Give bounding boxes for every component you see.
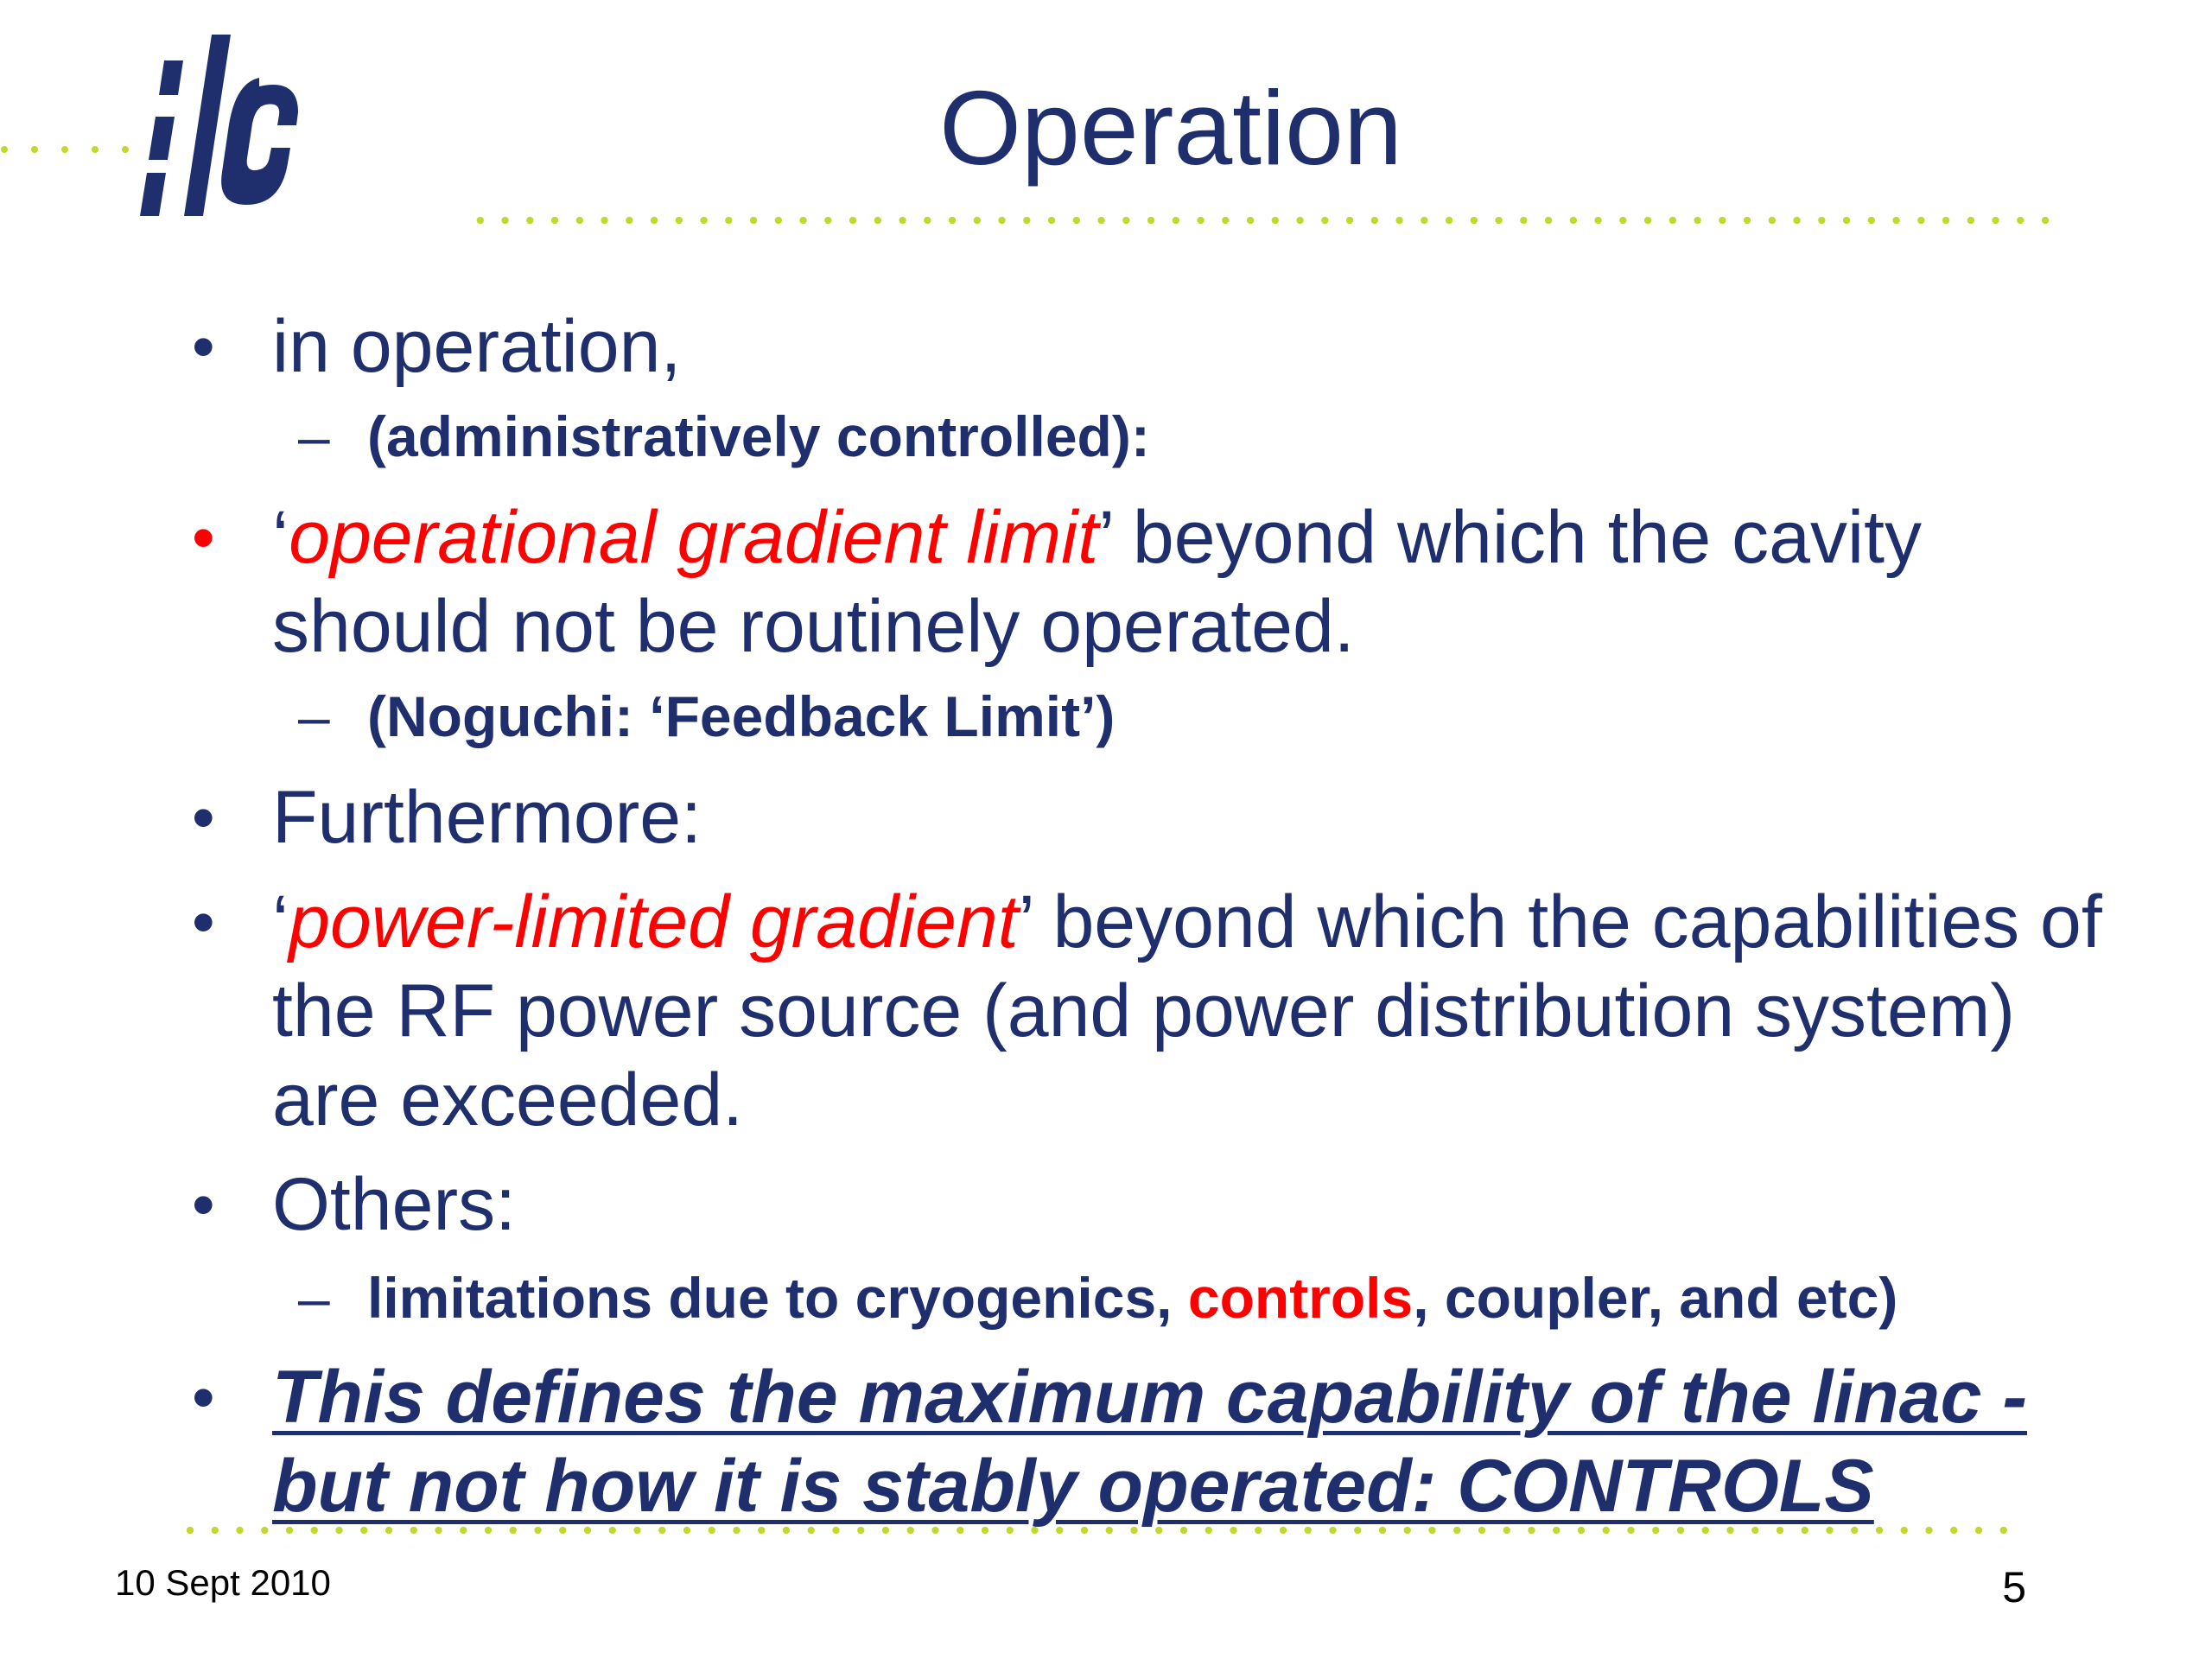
dot (799, 217, 806, 224)
dot (949, 217, 956, 224)
highlight-term: controls (1187, 1266, 1414, 1330)
bullet-item (181, 493, 2126, 671)
dot (1793, 217, 1800, 224)
dot (1147, 217, 1154, 224)
dot (725, 217, 732, 224)
dot (899, 217, 906, 224)
open-quote: ‘ (272, 880, 289, 963)
dot (750, 217, 757, 224)
bullet-glyph: • (192, 781, 215, 855)
dot (1843, 217, 1850, 224)
bullet-glyph: • (192, 310, 215, 384)
bullet-item (181, 302, 2126, 391)
dot (526, 217, 533, 224)
top-dotted-line (311, 216, 2212, 225)
sub-bullet-text: , coupler, and etc) (1413, 1266, 1898, 1330)
dot (1570, 217, 1577, 224)
dot (501, 217, 508, 224)
dash-glyph: – (298, 404, 330, 468)
dot (1073, 217, 1080, 224)
dot (2017, 217, 2024, 224)
dot (1619, 217, 1626, 224)
emphasis-text: This defines the maximum capability of the linac - but not how it is stably operated: CONTROLS (272, 1356, 2027, 1528)
dot (874, 217, 881, 224)
highlight-term: operational gradient limit (289, 496, 1099, 579)
bullet-item (181, 773, 2126, 862)
bullet-text: beyond which the cavity should not be routinely operated. (272, 496, 1922, 668)
dot (651, 217, 658, 224)
bullet-text: beyond which the capabilities of the RF power source (and power distribution system) are exceeded. (272, 880, 2102, 1141)
dot (1272, 217, 1279, 224)
bullet-item (181, 878, 2126, 1145)
bullet-list (181, 302, 2126, 1531)
dot (998, 217, 1005, 224)
slide-title: Operation (939, 69, 1402, 187)
dash-glyph: – (298, 684, 330, 748)
dot (1868, 217, 1875, 224)
dot (1122, 217, 1129, 224)
bullet-item (181, 1160, 2126, 1249)
sub-bullet-text: limitations due to cryogenics, (367, 1266, 1188, 1330)
dot (1321, 217, 1328, 224)
dot (1371, 217, 1378, 224)
dot (1520, 217, 1527, 224)
dot (1669, 217, 1676, 224)
dot (1744, 217, 1751, 224)
bullet-glyph: • (192, 1168, 215, 1242)
highlight-term: power-limited gradient (289, 880, 1019, 963)
close-quote: ’ (1098, 496, 1113, 579)
dot (601, 217, 607, 224)
dot (924, 217, 931, 224)
dot (1942, 217, 1949, 224)
dot (1545, 217, 1552, 224)
dot (1222, 217, 1229, 224)
bullet-text: in operation, (272, 305, 682, 388)
sub-bullet-text: (administratively controlled): (367, 404, 1150, 468)
dot (1471, 217, 1478, 224)
dot (576, 217, 583, 224)
dot (1818, 217, 1825, 224)
dot (1644, 217, 1651, 224)
sub-bullet-item (181, 675, 2126, 758)
dot (775, 217, 782, 224)
footer-date: 10 Sept 2010 (115, 1562, 331, 1603)
dot (1197, 217, 1204, 224)
close-quote: ’ (1018, 880, 1033, 963)
dot (1395, 217, 1402, 224)
dot (974, 217, 981, 224)
dot (1769, 217, 1776, 224)
dot (700, 217, 707, 224)
dot (2042, 217, 2049, 224)
dot (849, 217, 856, 224)
bullet-text: Furthermore: (272, 776, 702, 859)
dot (676, 217, 683, 224)
dot (1719, 217, 1726, 224)
dot (1594, 217, 1601, 224)
dot (1296, 217, 1303, 224)
dot (1097, 217, 1104, 224)
dot (1446, 217, 1452, 224)
sub-bullet-item (181, 1256, 2126, 1339)
dot (1421, 217, 1427, 224)
sub-bullet-item (181, 395, 2126, 478)
dot (1247, 217, 1254, 224)
dot (1495, 217, 1502, 224)
dot (1992, 217, 1999, 224)
dot (1346, 217, 1353, 224)
page-number: 5 (2002, 1563, 2026, 1611)
dot (1023, 217, 1030, 224)
bullet-glyph: • (192, 886, 215, 959)
dash-glyph: – (298, 1266, 330, 1330)
bullet-text: Others: (272, 1163, 516, 1246)
dot (1892, 217, 1899, 224)
bullet-glyph: • (192, 501, 215, 575)
dot (1048, 217, 1055, 224)
dot (551, 217, 558, 224)
bullet-glyph: • (192, 1361, 215, 1434)
dot (1694, 217, 1700, 224)
dot (626, 217, 632, 224)
bullet-item-emphasis (181, 1353, 2126, 1531)
dot (477, 217, 484, 224)
dot (824, 217, 831, 224)
dot (1173, 217, 1179, 224)
dot (1917, 217, 1924, 224)
dot (1967, 217, 1974, 224)
open-quote: ‘ (272, 496, 289, 579)
sub-bullet-text: (Noguchi: ‘Feedback Limit’) (367, 684, 1116, 748)
